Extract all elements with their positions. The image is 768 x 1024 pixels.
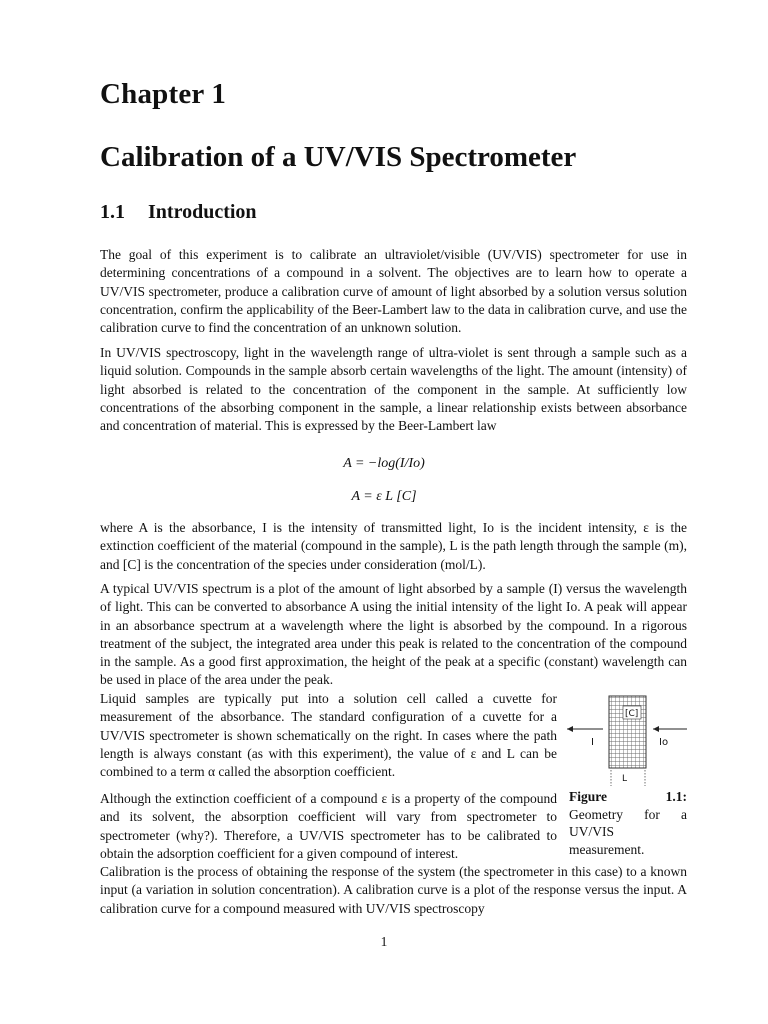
incident-intensity-label: Io: [659, 737, 669, 748]
section-title: Introduction: [148, 201, 257, 223]
equation-beer-lambert: A = ε L [C]: [351, 489, 417, 504]
incident-arrowhead: [653, 726, 659, 732]
figure-caption-label: Figure 1.1:: [569, 789, 687, 804]
figure-caption: [569, 788, 687, 858]
paragraph-cuvette-text: Liquid samples are typically put into a solution cell called a cuvette for measurement of the absorbance. The standard configuration of a cuvette for a UV/VIS spectrometer is shown schematically on the right. In cases where the path length is always constant (as with this experiment), the value of ε and L can be combined to a term α called the absorption coefficient.: [100, 691, 557, 780]
cuvette-diagram: [567, 693, 687, 788]
paragraph-spectrum: [100, 580, 687, 690]
paragraph-uvvis-spectroscopy: [100, 344, 687, 435]
page-number: 1: [380, 934, 388, 949]
chapter-title: Calibration of a UV/VIS Spectrometer: [100, 141, 577, 173]
transmitted-intensity-label: I: [591, 737, 594, 748]
paragraph-extinction-text: Although the extinction coefficient of a compound ε is a property of the compound and its solvent, the absorption coefficient will vary from spectrometer to spectrometer (why?). Therefore, a UV/VIS spectrometer has to be calibrated to obtain the adsorption coefficient for a given compound of interest.: [100, 791, 557, 861]
path-length-label: L: [622, 774, 628, 784]
paragraph-variables: [100, 519, 687, 574]
paragraph-extinction: [100, 790, 557, 863]
paragraph-cuvette: [100, 690, 557, 781]
paragraph-spectrum-text: A typical UV/VIS spectrum is a plot of the amount of light absorbed by a sample (I) versus the wavelength of light. This can be converted to absorbance A using the initial intensity of the light Io. A peak will appear in an absorbance spectrum at a wavelength where the light is absorbed by the compound. In a rigorous treatment of the subject, the integrated area under this peak is related to the concentration of the compound in the sample. As a good first approximation, the height of the peak at a specific (constant) wavelength can be used in place of the area under the peak.: [100, 581, 687, 688]
figure-caption-text: Geometry for a UV/VIS measurement.: [569, 806, 687, 857]
paragraph-calibration: [100, 863, 687, 918]
section-heading: [100, 201, 257, 224]
equation-absorbance-log: A = −log(I/Io): [343, 456, 425, 471]
section-number: 1.1: [100, 201, 125, 223]
paragraph-uvvis-text: In UV/VIS spectroscopy, light in the wavelength range of ultra-violet is sent through a sample such as a liquid solution. Compounds in the sample absorb certain wavelengths of the light. The amount (intensity) of light absorbed is related to the concentration of the component in the sample. At sufficiently low concentrations of the absorbing component in the sample, a linear relationship exists between absorbance and concentration of material. This is expressed by the Beer-Lambert law: [100, 345, 687, 434]
chapter-label: Chapter 1: [100, 78, 227, 110]
paragraph-calibration-text: Calibration is the process of obtaining the response of the system (the spectrometer in this case) to a known input (a variation in solution concentration). A calibration curve is a plot of the response versus the input. A calibration curve for a compound measured with UV/VIS spectroscopy: [100, 864, 687, 916]
paragraph-goal: [100, 246, 687, 337]
paragraph-goal-text: The goal of this experiment is to calibrate an ultraviolet/visible (UV/VIS) spectrometer for use in determining concentrations of a compound in a solvent. The objectives are to learn how to operate a UV/VIS spectrometer, produce a calibration curve of amount of light absorbed by a solution versus solution concentration, confirm the applicability of the Beer-Lambert law to the data in calibration curve, and use the calibration curve to find the concentration of an unknown solution.: [100, 247, 687, 336]
concentration-label: [C]: [625, 709, 639, 719]
paragraph-variables-text: where A is the absorbance, I is the intensity of transmitted light, Io is the incident intensity, ε is the extinction coefficient of the material (compound in the sample), L is the path length through the sample (m), and [C] is the concentration of the species under consideration (mol/L).: [100, 520, 687, 572]
transmitted-arrowhead: [567, 726, 573, 732]
